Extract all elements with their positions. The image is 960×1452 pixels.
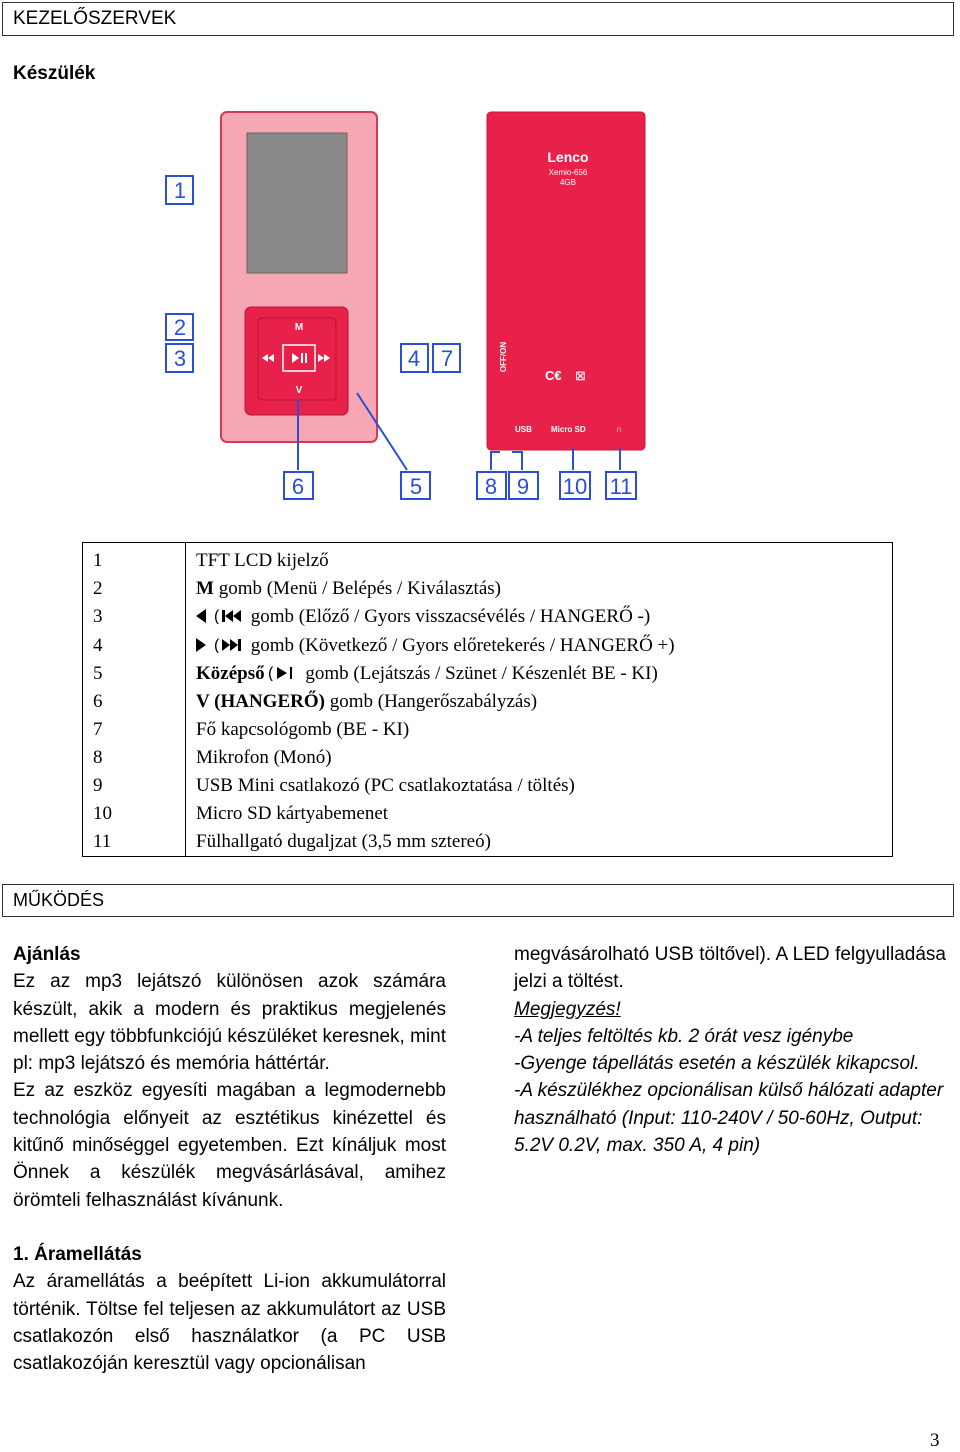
- callout-1: 1: [173, 178, 187, 203]
- table-row: 7 Fő kapcsológomb (BE - KI): [83, 716, 893, 744]
- model-label: Xemio-656: [548, 168, 588, 177]
- heading-ajanlas: Ajánlás: [13, 944, 81, 965]
- callout-10: 10: [562, 474, 588, 499]
- callout-4: 4: [407, 346, 421, 371]
- section-title: MŰKÖDÉS: [13, 890, 105, 910]
- note-item: -Gyenge tápellátás esetén a készülék kikapcsol.: [514, 1053, 920, 1075]
- table-row: 5 Középső ( gomb (Lejátszás / Szünet / Készenlét BE - KI): [83, 660, 893, 688]
- offon-label: OFF/ON: [499, 341, 508, 373]
- page-title-box: [2, 2, 954, 36]
- callout-7: 7: [440, 346, 454, 371]
- v-label: V: [295, 385, 303, 396]
- note-item: -A készülékhez opcionálisan külső hálózati adapter használható (Input: 110-240V / 50-60Hz, Output: 5.2V 0.2V, max. 350 A, 4 pin): [514, 1080, 944, 1157]
- table-row: 6 V (HANGERŐ) gomb (Hangerőszabályzás): [83, 688, 893, 716]
- left-column-2: [13, 1241, 446, 1377]
- callout-5: 5: [409, 474, 423, 499]
- svg-text:(: (: [214, 636, 220, 653]
- svg-text:(: (: [267, 664, 273, 681]
- callout-8: 8: [484, 474, 498, 499]
- note-heading: Megjegyzés!: [514, 998, 621, 1020]
- table-row: 4 ( gomb (Következő / Gyors előretekerés / HANGERŐ +): [83, 632, 893, 660]
- svg-text:⊠: ⊠: [575, 368, 586, 383]
- next-icon: [196, 637, 246, 653]
- callout-3: 3: [173, 346, 187, 371]
- paragraph: Az áramellátás a beépített Li-ion akkumulátorral történik. Töltse fel teljesen az akkumulátort az USB csatlakozón első használatkor (a PC USB csatlakozóján keresztül vagy opcionálisan: [13, 1271, 446, 1375]
- table-row: 1 TFT LCD kijelző: [83, 543, 893, 576]
- left-column: [13, 941, 446, 1214]
- device-back: [487, 112, 645, 450]
- play-pause-icon: [265, 665, 301, 681]
- page-title: KEZELŐSZERVEK: [13, 8, 177, 29]
- table-row: 10 Micro SD kártyabemenet: [83, 800, 893, 828]
- paragraph: Ez az eszköz egyesíti magában a legmodernebb technológia előnyeit az esztétikus kinézettel és kitűnő minőséggel egyetemben. Ezt kínáljuk most Önnek a készülék megvásárlásával, amihez örömteli felhasználást kívánunk.: [13, 1080, 446, 1211]
- callout-6: 6: [291, 474, 305, 499]
- callout-11: 11: [609, 474, 633, 499]
- m-label: M: [294, 322, 304, 333]
- callout-9: 9: [516, 474, 530, 499]
- paragraph: megvásárolható USB töltővel). A LED felgyulladása jelzi a töltést.: [514, 944, 946, 993]
- heading-aramellatas: 1. Áramellátás: [13, 1244, 142, 1265]
- svg-text:C€: C€: [545, 368, 562, 383]
- note-item: -A teljes feltöltés kb. 2 órát vesz igénybe: [514, 1025, 854, 1047]
- brand-label: Lenco: [547, 149, 589, 165]
- section-subtitle: Készülék: [13, 63, 96, 84]
- right-column: [514, 941, 946, 1159]
- callout-2: 2: [173, 315, 187, 340]
- table-row: 8 Mikrofon (Monó): [83, 744, 893, 772]
- table-row: 2 M gomb (Menü / Belépés / Kiválasztás): [83, 575, 893, 603]
- capacity-label: 4GB: [559, 178, 577, 187]
- svg-text:(: (: [214, 608, 220, 625]
- paragraph: Ez az mp3 lejátszó különösen azok számára készült, akik a modern és praktikus megjelenés mellett egy többfunkciójú készüléket keresnek, mint pl: mp3 lejátszó és memória háttértár.: [13, 971, 446, 1075]
- microsd-label: Micro SD: [551, 425, 586, 434]
- usb-label: USB: [515, 425, 532, 434]
- device-diagram: [0, 100, 960, 510]
- table-row: 11 Fülhallgató dugaljzat (3,5 mm sztereó): [83, 828, 893, 857]
- svg-text:∩: ∩: [616, 424, 623, 434]
- table-row: 9 USB Mini csatlakozó (PC csatlakoztatása / töltés): [83, 772, 893, 800]
- device-front: [221, 112, 377, 442]
- controls-table: [82, 542, 893, 857]
- prev-icon: [196, 608, 246, 624]
- page-number: 3: [930, 1430, 940, 1451]
- table-row: 3 ( gomb (Előző / Gyors visszacsévélés / HANGERŐ -): [83, 603, 893, 631]
- section-title-box: [2, 884, 954, 917]
